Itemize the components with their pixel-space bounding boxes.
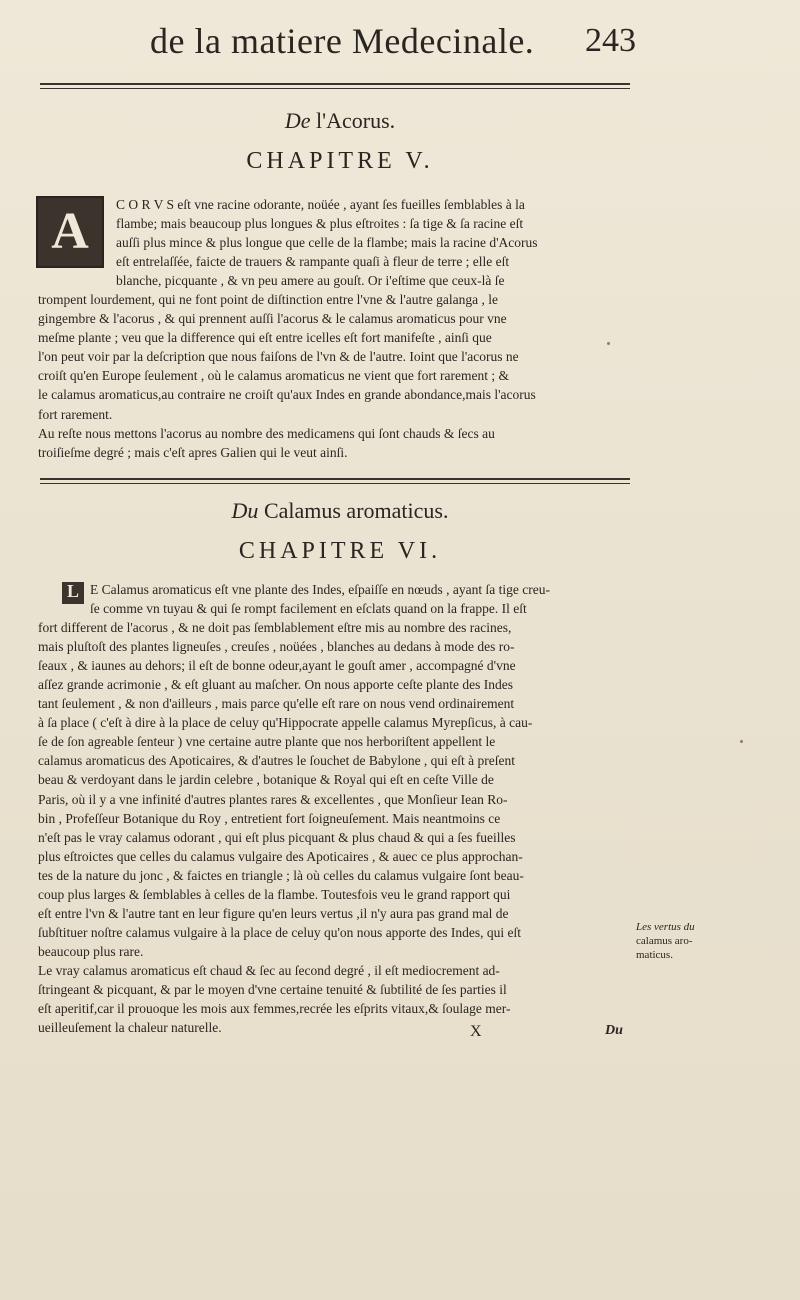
- text-line: eſt entrelaſſée, faicte de trauers & rampante quaſi à fleur de terre ; elle eſt: [116, 254, 510, 270]
- text-line: Au reſte nous mettons l'acorus au nombre des medicamens qui ſont chauds & ſecs au: [38, 425, 495, 441]
- text-line: eſt aperitif,car il prouoque les mois aux femmes,recrée les eſprits vitaux,& ſoulage mer-: [38, 1001, 511, 1017]
- text-line: gingembre & l'acorus , & qui prennent auſſi l'acorus & le calamus aromaticus pour vne: [38, 311, 507, 327]
- text-line: ſe comme vn tuyau & qui ſe rompt facilement en eſclats quand on la frappe. Il eſt: [90, 601, 527, 617]
- margin-note-line: Les vertus du: [636, 921, 695, 933]
- text-line: n'eſt pas le vray calamus odorant , qui eſt plus picquant & plus chaud & qui a ſes fueilles: [38, 829, 516, 845]
- text-line: beau & verdoyant dans le jardin celebre , botanique & Royal qui eſt en ceſte Ville de: [38, 772, 494, 788]
- chapter-separator-rule: [40, 478, 630, 480]
- text-line: C O R V S eſt vne racine odorante, noüée , ayant ſes fueilles ſemblables à la: [116, 197, 525, 212]
- text-line: ſe de ſon agreable ſenteur ) vne certaine autre plante que nos herboriſtent appellent le: [38, 734, 496, 750]
- running-title: de la matiere Medecinale.: [150, 21, 535, 61]
- text-line: mais pluſtoſt des plantes ligneuſes , creuſes , noüées , blanches au dedans à mode des ro-: [38, 639, 515, 655]
- chapter5-label: CHAPITRE V.: [246, 148, 434, 174]
- margin-note-line: calamus aro-: [636, 935, 693, 947]
- text-line: ueilleuſement la chaleur naturelle.: [38, 1020, 222, 1036]
- chapter6-title-rest: Calamus aromaticus.: [258, 498, 449, 523]
- text-line: ſubſtituer noſtre calamus vulgaire à la place de celuy qu'on nous apporte des Indes, qui eſt: [38, 924, 522, 940]
- paper-speck: [740, 740, 743, 743]
- chapter5-title-rest: l'Acorus.: [310, 108, 396, 133]
- text-line: le calamus aromaticus,au contraire ne croiſt qu'aux Indes en grande abondance,mais l'acorus: [38, 387, 536, 403]
- text-line: l'on peut voir par la deſcription que nous faiſons de l'vn & de l'autre. Ioint que l'acorus ne: [38, 349, 519, 365]
- text-line: auſſi plus mince & plus longue que celle de la flambe; mais la racine d'Acorus: [116, 235, 538, 251]
- text-line: plus eſtroictes que celles du calamus vulgaire des Apoticaires , & auec ce plus approchan-: [38, 848, 523, 864]
- text-line: tant ſeulement , & non d'ailleurs , mais parce qu'elle eſt rare on nous vend ordinairement: [38, 696, 515, 712]
- text-line: à ſa place ( c'eſt à dire à la place de celuy qu'Hippocrate appelle calamus Myrepſicus, à cau-: [38, 715, 533, 731]
- paper-speck: [607, 342, 610, 345]
- text-line: flambe; mais beaucoup plus longues & plus eſtroites : ſa tige & ſa racine eſt: [116, 216, 524, 232]
- chapter6-title-prefix: Du: [231, 498, 259, 523]
- text-line: bin , Profeſſeur Botanique du Roy , entretient fort ſoigneuſement. Mais neantmoins ce: [38, 810, 501, 826]
- chapter6-initial-letter: L: [66, 581, 79, 601]
- header-rule: [40, 83, 630, 85]
- text-line: croiſt qu'en Europe ſeulement , où le calamus aromaticus ne vient que fort rarement ; &: [38, 368, 510, 384]
- header-rule-thin: [40, 88, 630, 89]
- text-line: tes de la nature du jonc , & faictes en triangle ; là où celles du calamus vulgaire ſont beau-: [38, 867, 524, 883]
- text-line: fort rarement.: [38, 406, 113, 422]
- text-line: meſme plante ; veu que la difference qui eſt entre icelles eſt fort manifeſte , ainſi que: [38, 330, 492, 346]
- chapter6-subtitle: [60, 498, 620, 524]
- text-line: E Calamus aromaticus eſt vne plante des Indes, eſpaiſſe en nœuds , ayant ſa tige creu-: [90, 582, 550, 597]
- page-number: 243: [585, 22, 636, 59]
- text-line: fort different de l'acorus , & ne doit pas ſemblablement eſtre mis au nombre des racines,: [38, 620, 512, 636]
- text-line: troiſieſme degré ; mais c'eſt apres Galien qui le veut ainſi.: [38, 444, 348, 460]
- chapter5-initial-letter: A: [51, 203, 89, 260]
- chapter6-label: CHAPITRE VI.: [238, 538, 442, 564]
- text-line: coup plus larges & ſemblables à celles de la flambe. Toutesfois veu le grand rapport qui: [38, 886, 511, 902]
- margin-note: [636, 920, 716, 962]
- signature-mark: X: [470, 1023, 482, 1040]
- chapter6-text: [38, 580, 630, 1037]
- text-line: aſſez grande acrimonie , & eſt gluant au maſcher. On nous apporte ceſte plante des Indes: [38, 677, 513, 693]
- text-line: beaucoup plus rare.: [38, 943, 144, 959]
- margin-note-line: maticus.: [636, 949, 673, 961]
- chapter5-subtitle: [60, 108, 620, 134]
- text-line: ſtringeant & picquant, & par le moyen d'vne certaine tenuité & ſubtilité de ſes parties il: [38, 981, 507, 997]
- text-line: trompent lourdement, qui ne font point de diſtinction entre l'vne & l'autre galanga , le: [38, 292, 498, 308]
- running-head: [0, 18, 800, 68]
- text-line: Paris, où il y a vne infinité d'autres plantes rares & excellentes , que Monſieur Iean Ro-: [38, 791, 508, 807]
- text-line: blanche, picquante , & vn peu amere au gouſt. Or i'eſtime que ceux-là ſe: [116, 273, 505, 289]
- chapter5-title-prefix: De: [284, 108, 311, 133]
- text-line: Le vray calamus aromaticus eſt chaud & ſec au ſecond degré , il eſt mediocrement ad-: [38, 962, 500, 978]
- text-line: ſeaux , & iaunes au dehors; il eſt de bonne odeur,ayant le gouſt amer , accompagné d'vne: [38, 658, 516, 674]
- chapter-separator-rule-thin: [40, 483, 630, 484]
- chapter5-text: [38, 195, 630, 462]
- text-line: calamus aromaticus des Apoticaires, & d'autres le ſouchet de Babylone , qui eſt à preſent: [38, 753, 516, 769]
- text-line: eſt entre l'vn & l'autre tant en leur figure qu'en leurs vertus ,il n'y aura pas grand mal de: [38, 905, 509, 921]
- catchword: Du: [605, 1023, 623, 1038]
